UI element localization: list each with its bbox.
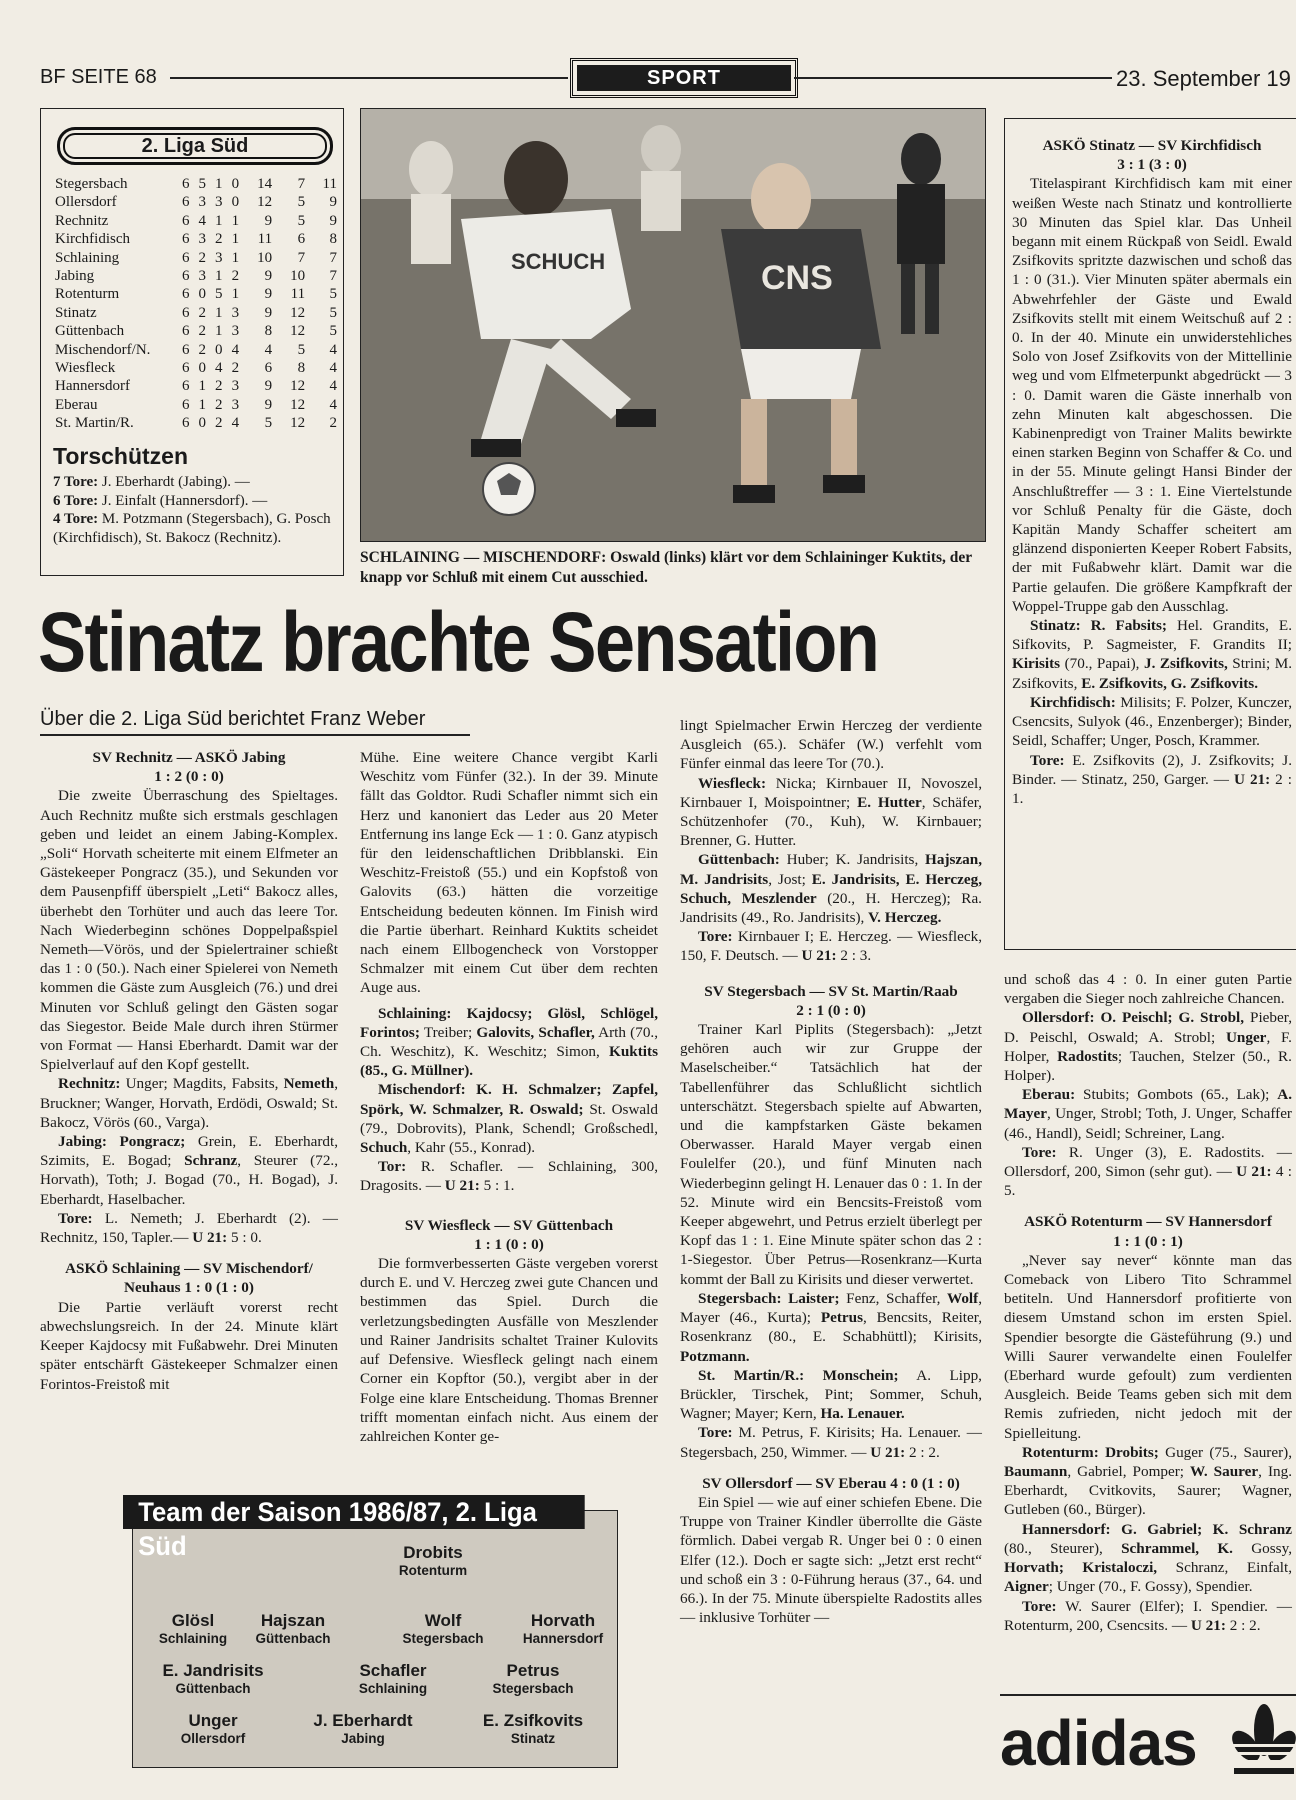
team-name-cell: Rotenturm <box>55 286 120 303</box>
stat-cell: 2 <box>215 378 223 395</box>
team-name-cell: Eberau <box>55 396 98 413</box>
team-player <box>503 1611 623 1647</box>
stat-cell: 6 <box>182 286 190 303</box>
article-paragraph: Die zweite Überraschung des Spieltages. Auch Rechnitz mußte sich erstmals geschlagen geben und leidet an einem Jabing-Komplex. „Soli“ Horvath scheiterte mit einem Elfmeter an Gästekeeper Pongracz (35.), und Sekunden vor dem Pausenpfiff überspielt „Leti“ Bakocz alles, überhebt den Torhüter und auch das leere Tor. Nach Wiederbeginn schönes Doppelpaßspiel Nemeth—Vörös, und der Spielertrainer schießt das 1 : 0 (50.). Nach einer Spielerei von Nemeth kommen die Gäste zum Ausgleich (76.) und drei Minuten vor Schluß gelingt den Gästen sogar das Siegestor. Beide Male durch ihren Stürmer von Format — Hansi Eberhardt. Damit war der Spielverlauf auf den Kopf gestellt. <box>40 787 338 1074</box>
player-club: Güttenbach <box>175 1681 251 1696</box>
stat-cell: 10 <box>257 249 273 266</box>
table-row <box>55 377 337 395</box>
stat-cell: 9 <box>329 194 337 211</box>
stat-cell: 11 <box>322 176 337 192</box>
lineup-paragraph: Jabing: Pongracz; Grein, E. Eberhardt, Szimits, E. Bogad; Schranz, Steurer (72., Horvath), Toth; J. Bogad (70., H. Bogad), J. Eberhardt, Haselbacher. <box>40 1133 339 1208</box>
stat-cell: 4 <box>231 341 240 358</box>
team-name-cell: Wiesfleck <box>55 360 116 377</box>
player-name: Horvath <box>530 1611 596 1630</box>
lineup-paragraph: Güttenbach: Huber; K. Jandrisits, Hajszan, M. Jandrisits, Jost; E. Jandrisits, E. Herczeg, Schuch, Meszlender (20., H. Herczeg); Ra. Jandrisits (49., Ro. Jandrisits), V. Herczeg. <box>680 851 982 927</box>
article-column-1 <box>40 748 338 1394</box>
stat-cell: 0 <box>215 341 223 358</box>
stat-cell: 1 <box>215 176 223 192</box>
stat-cell: 6 <box>182 360 190 377</box>
article-paragraph: Mühe. Eine weitere Chance vergibt Karli Weschitz vom Fünfer (32.). In der 39. Minute fällt das Goldtor. Rudi Schafler nimmt sich ein Herz und kanoniert das Leder aus 20 Meter Entfernung ins lange Eck — 1 : 0. Ganz atypisch für den leidenschaftlichen Dribblanski. Ein Weschitz-Freistoß (55.) und ein Kopfstoß von Galovits (63.) hätten die vorzeitige Entscheidung bedeuten können. Im Finish wird die Partie überhart. Reinhard Kuktits scheidet nach einem Ellbogencheck von Vorstopper Schmalzer mit einem Cut über dem rechten Auge aus. <box>360 749 658 997</box>
section-label: SPORT <box>577 65 791 91</box>
stat-cell: 12 <box>257 194 273 211</box>
article-column-4 <box>1004 970 1292 1635</box>
stat-cell: 9 <box>329 212 337 229</box>
stat-cell: 1 <box>231 231 240 248</box>
team-player <box>373 1543 493 1579</box>
article-paragraph: Die formverbesserten Gäste vergeben vorerst durch E. und V. Herczeg zwei gute Chancen und bestimmen das Spiel. Durch die verletzungsbedingten Ausfälle von Meszlender und Rainer Jandrisits schaltet Trainer Kulovits auf Defensive. Wiesfleck gelingt nach einem Corner ein Kopftor (50.), vergibt aber in der Folge eine klare Entscheidung. Thomas Brenner trifft momentan einfach nicht. Aus einem der zahlreichen Konter ge- <box>360 1255 658 1445</box>
trefoil-icon <box>1232 1700 1296 1776</box>
stat-cell: 4 <box>329 341 337 358</box>
stat-cell: 4 <box>329 396 337 413</box>
stat-cell: 0 <box>231 194 240 211</box>
stat-cell: 0 <box>198 286 207 303</box>
stat-cell: 12 <box>290 323 306 340</box>
table-row <box>55 414 337 432</box>
stat-cell: 1 <box>215 268 223 285</box>
league-table-box <box>40 108 344 576</box>
team-name-cell: Rechnitz <box>55 212 109 229</box>
adidas-logo <box>1000 1706 1197 1780</box>
team-name-cell: Hannersdorf <box>55 378 130 395</box>
article-paragraph: und schoß das 4 : 0. In einer guten Partie vergaben die Sieger noch zahlreiche Chancen. <box>1004 971 1292 1008</box>
stat-cell: 6 <box>182 194 190 211</box>
player-name: Glösl <box>171 1611 215 1630</box>
stat-cell: 12 <box>290 304 306 321</box>
team-player <box>473 1711 593 1747</box>
lineup-paragraph: Ollersdorf: O. Peischl; G. Strobl, Pieber, D. Peischl, Oswald; A. Strobl; Unger, F. Holper, Radostits; Tauchen, Stelzer (50., R. Holper). <box>1004 1009 1292 1085</box>
table-row <box>55 230 337 248</box>
lineup-paragraph: Rotenturm: Drobits; Guger (75., Saurer), Baumann, Gabriel, Pomper; W. Saurer, Ing. Eberhardt, Cvitkovits, Saurer; Wagner, Gutleben (60., Bürger). <box>1004 1443 1293 1519</box>
stat-cell: 5 <box>329 304 337 321</box>
stat-cell: 5 <box>297 341 306 358</box>
table-row <box>55 175 337 193</box>
stat-cell: 8 <box>264 323 273 340</box>
stat-cell: 9 <box>264 304 273 321</box>
lineup-paragraph: St. Martin/R.: Monschein; A. Lipp, Brückler, Tirschek, Pint; Sommer, Schuh, Wagner; Mayer; Kern, Ha. Lenauer. <box>680 1366 982 1423</box>
article-paragraph: „Never say never“ könnte man das Comeback von Libero Tito Schrammel betiteln. Und Hannersdorf profitierte von diesem Umstand schon im ersten Spiel. Spendier besorgte die Gästeführung (9.) und Willi Saurer verwandelte einen Foulelfer (Eberhard wurde gefoult) zum verdienten Ausgleich. Beide Teams geben sich mit dem Remis zufrieden, nicht jedoch mit der Spielleitung. <box>1004 1251 1292 1442</box>
stat-cell: 11 <box>257 231 273 248</box>
stat-cell: 1 <box>198 378 207 395</box>
stat-cell: 14 <box>257 176 273 192</box>
photo-shirt-text: SCHUCH <box>511 249 606 274</box>
stat-cell: 2 <box>329 415 337 432</box>
stat-cell: 3 <box>231 304 240 321</box>
player-club: Stegersbach <box>402 1631 484 1646</box>
player-club: Rotenturm <box>398 1563 468 1578</box>
article-paragraph: Die Partie verläuft vorerst recht abwechslungsreich. In der 24. Minute klärt Keeper Kajdocsy mit Fußabwehr. Drei Minuten später entschärft Gästekeeper Schmalzer einen Forintos-Freistoß mit <box>40 1298 338 1393</box>
stat-cell: 9 <box>264 286 273 303</box>
player-name: Schafler <box>359 1661 427 1680</box>
goals-paragraph: Tor: R. Schafler. — Schlaining, 300, Dragosits. — U 21: 5 : 1. <box>360 1158 658 1195</box>
table-row <box>55 396 337 414</box>
stat-cell: 6 <box>182 176 190 192</box>
match-score: 2 : 1 (0 : 0) <box>796 1001 866 1019</box>
stat-cell: 1 <box>215 323 223 340</box>
table-row <box>55 212 337 230</box>
header-rule-left <box>170 77 568 79</box>
player-name: Unger <box>188 1711 238 1730</box>
match-score: 1 : 1 (0 : 1) <box>1113 1232 1183 1250</box>
adidas-wordmark: adidas <box>1000 1707 1197 1779</box>
table-row <box>55 267 337 285</box>
stat-cell: 2 <box>215 415 223 432</box>
stat-cell: 5 <box>329 286 337 303</box>
team-player <box>153 1711 273 1747</box>
stat-cell: 6 <box>182 378 190 395</box>
match-heading: SV Rechnitz — ASKÖ Jabing <box>92 749 286 766</box>
player-name: Wolf <box>424 1611 462 1630</box>
stat-cell: 4 <box>264 341 273 358</box>
issue-date: 23. September 19 <box>1116 66 1291 91</box>
team-of-season-title: Team der Saison 1986/87, 2. Liga Süd <box>123 1495 585 1529</box>
match-score: 1 : 1 (0 : 0) <box>474 1235 544 1253</box>
match-score: Neuhaus 1 : 0 (1 : 0) <box>124 1279 254 1297</box>
stat-cell: 12 <box>290 396 306 413</box>
stat-cell: 4 <box>198 212 207 229</box>
stat-cell: 0 <box>231 176 240 192</box>
stat-cell: 4 <box>215 360 223 377</box>
match-heading: ASKÖ Schlaining — SV Mischendorf/ <box>65 1260 313 1278</box>
team-name-cell: Stegersbach <box>55 176 128 192</box>
article-column-4-box <box>1012 136 1292 808</box>
goals-paragraph: Tore: Kirnbauer I; E. Herczeg. — Wiesfleck, 150, F. Deutsch. — U 21: 2 : 3. <box>680 928 982 965</box>
league-table <box>55 175 337 433</box>
table-row <box>55 249 337 267</box>
player-name: Petrus <box>506 1661 560 1680</box>
stat-cell: 12 <box>290 378 306 395</box>
table-row <box>55 304 337 322</box>
headline: Stinatz brachte Sensation <box>38 595 879 689</box>
goals-paragraph: Tore: R. Unger (3), E. Radostits. — Ollersdorf, 200, Simon (sehr gut). — U 21: 4 : 5. <box>1004 1143 1292 1200</box>
stat-cell: 3 <box>215 249 223 266</box>
stat-cell: 6 <box>182 304 190 321</box>
stat-cell: 5 <box>198 176 207 192</box>
stat-cell: 1 <box>231 212 240 229</box>
stat-cell: 2 <box>215 231 223 248</box>
stat-cell: 12 <box>290 415 306 432</box>
match-heading: SV Stegersbach — SV St. Martin/Raab <box>704 982 958 1000</box>
byline: Über die 2. Liga Süd berichtet Franz Weber <box>40 708 426 730</box>
player-club: Hannersdorf <box>522 1631 604 1646</box>
stat-cell: 1 <box>215 212 223 229</box>
lineup-paragraph: Stinatz: R. Fabsits; Hel. Grandits, E. Sifkovits, P. Sagmeister, F. Grandits II; Kirisits (70., Papai), J. Zsifkovits, Strini; M. Zsifkovits, E. Zsifkovits, G. Zsifkovits. <box>1012 617 1293 692</box>
stat-cell: 3 <box>231 323 240 340</box>
stat-cell: 5 <box>297 194 306 211</box>
photo-caption: SCHLAINING — MISCHENDORF: Oswald (links) klärt vor dem Schlaininger Kuktits, der knapp vor Schluß mit einem Cut ausschied. <box>360 549 972 586</box>
photo-shirt-text-2: CNS <box>761 259 833 297</box>
table-row <box>55 359 337 377</box>
stat-cell: 6 <box>182 231 190 248</box>
stat-cell: 6 <box>297 231 306 248</box>
stat-cell: 6 <box>182 212 190 229</box>
player-name: Drobits <box>403 1543 463 1562</box>
table-row <box>55 193 337 211</box>
stat-cell: 7 <box>329 268 337 285</box>
team-name-cell: Güttenbach <box>55 323 125 340</box>
stat-cell: 6 <box>182 341 190 358</box>
match-score: 1 : 2 (0 : 0) <box>154 768 224 786</box>
team-name-cell: Kirchfidisch <box>55 231 130 248</box>
stat-cell: 1 <box>231 286 240 303</box>
stat-cell: 3 <box>198 268 207 285</box>
stat-cell: 5 <box>297 212 306 229</box>
stat-cell: 4 <box>329 360 337 377</box>
article-column-2 <box>360 748 658 1446</box>
match-heading: SV Wiesfleck — SV Güttenbach <box>404 1216 614 1234</box>
match-heading: SV Ollersdorf — SV Eberau 4 : 0 (1 : 0) <box>702 1474 960 1492</box>
player-club: Schlaining <box>358 1681 428 1696</box>
lineup-paragraph: Eberau: Stubits; Gombots (65., Lak); A. Mayer, Unger, Strobl; Toth, J. Unger, Schaffer (46., Handl), Seidl; Schreiner, Lang. <box>1004 1086 1292 1142</box>
stat-cell: 2 <box>198 304 207 321</box>
table-row <box>55 285 337 303</box>
stat-cell: 3 <box>231 378 240 395</box>
team-player <box>233 1611 353 1647</box>
stat-cell: 0 <box>198 360 207 377</box>
stat-cell: 5 <box>329 323 337 340</box>
stat-cell: 9 <box>264 268 273 285</box>
section-label-box <box>570 58 798 98</box>
lineup-paragraph: Wiesfleck: Nicka; Kirnbauer II, Novoszel, Kirnbauer I, Moispointner; E. Hutter, Schäfer, Schützenhofer (70., Kuh), W. Kirnbauer; Brenner, G. Hutter. <box>680 774 982 850</box>
match-heading: ASKÖ Stinatz — SV Kirchfidisch <box>1042 137 1262 154</box>
stat-cell: 8 <box>297 360 306 377</box>
stat-cell: 2 <box>198 341 207 358</box>
stat-cell: 3 <box>231 396 240 413</box>
team-player <box>153 1661 273 1697</box>
page-number: BF SEITE 68 <box>40 66 157 88</box>
player-name: J. Eberhardt <box>313 1711 413 1730</box>
stat-cell: 4 <box>231 415 240 432</box>
goals-paragraph: Tore: L. Nemeth; J. Eberhardt (2). — Rechnitz, 150, Tapler.— U 21: 5 : 0. <box>40 1209 338 1247</box>
lineup-paragraph: Schlaining: Kajdocsy; Glösl, Schlögel, Forintos; Treiber; Galovits, Schafler, Arth (70., Ch. Weschitz), K. Weschitz; Simon, Kuktits (85., G. Müllner). <box>360 1004 659 1080</box>
scorers-title: Torschützen <box>53 443 189 469</box>
stat-cell: 9 <box>264 212 273 229</box>
player-club: Stegersbach <box>492 1681 574 1696</box>
stat-cell: 1 <box>215 304 223 321</box>
table-row <box>55 341 337 359</box>
team-name-cell: Stinatz <box>55 304 97 321</box>
stat-cell: 1 <box>231 249 240 266</box>
stat-cell: 3 <box>198 194 207 211</box>
match-photo <box>360 108 986 542</box>
stat-cell: 6 <box>182 396 190 413</box>
stat-cell: 9 <box>264 378 273 395</box>
team-player <box>383 1611 503 1647</box>
match-score: 3 : 1 (3 : 0) <box>1117 156 1187 174</box>
stat-cell: 6 <box>264 360 273 377</box>
lineup-paragraph: Mischendorf: K. H. Schmalzer; Zapfel, Spörk, W. Schmalzer, R. Oswald; St. Oswald (79., Dobrovits), Plank, Schendl; Großschedl, Schuch, Kahr (55., Konrad). <box>360 1081 658 1157</box>
match-photo-illustration <box>361 109 985 541</box>
stat-cell: 3 <box>198 231 207 248</box>
stat-cell: 10 <box>290 268 306 285</box>
player-name: E. Jandrisits <box>162 1661 264 1680</box>
stat-cell: 5 <box>264 415 273 432</box>
article-paragraph: Ein Spiel — wie auf einer schiefen Ebene. Die Truppe von Trainer Kindler überrollte die Gäste förmlich. Dabei vergab R. Unger bei 0 : 0 einen Elfer (12.). Doch er sagte sich: „Jetzt erst recht“ und schoß ein 3 : 0-Führung heraus (37., 64. und 66.). In der 75. Minute überspielte Radostits alles — inklusive Torhüter — <box>680 1493 982 1627</box>
player-club: Stinatz <box>510 1731 556 1746</box>
goals-paragraph: Tore: W. Saurer (Elfer); I. Spendier. — Rotenturm, 200, Csencsits. — U 21: 2 : 2. <box>1004 1597 1292 1634</box>
stat-cell: 9 <box>264 396 273 413</box>
team-player <box>473 1661 593 1697</box>
goals-paragraph: Tore: M. Petrus, F. Kirisits; Ha. Lenauer. — Stegersbach, 250, Wimmer. — U 21: 2 : 2. <box>680 1424 982 1461</box>
stat-cell: 2 <box>231 268 240 285</box>
lineup-paragraph: Hannersdorf: G. Gabriel; K. Schranz (80., Steurer), Schrammel, K. Gossy, Horvath; Kristaloczi, Schranz, Einfalt, Aigner; Unger (70., F. Gossy), Spendier. <box>1004 1520 1293 1596</box>
team-name-cell: Ollersdorf <box>55 194 117 211</box>
stat-cell: 6 <box>182 323 190 340</box>
article-column-3 <box>680 716 982 1627</box>
stat-cell: 6 <box>182 415 190 432</box>
article-paragraph: lingt Spielmacher Erwin Herczeg der verdiente Ausgleich (65.). Schäfer (W.) verfehlt vom Fünfer einmal das leere Tor (70.). <box>680 717 982 773</box>
stat-cell: 1 <box>198 396 207 413</box>
stat-cell: 4 <box>329 378 337 395</box>
lineup-paragraph: Stegersbach: Laister; Fenz, Schaffer, Wolf, Mayer (46., Kurta); Petrus, Bencsits, Reiter, Rosenkranz (80., E. Schabhüttl); Kirisits, Potzmann. <box>680 1289 983 1365</box>
stat-cell: 6 <box>182 249 190 266</box>
stat-cell: 3 <box>215 194 223 211</box>
lineup-paragraph: Rechnitz: Unger; Magdits, Fabsits, Nemeth, Bruckner; Wanger, Horvath, Erdödi, Oswald; St. Bakocz, Vörös (60., Varga). <box>40 1075 338 1131</box>
article-paragraph: Trainer Karl Piplits (Stegersbach): „Jetzt gehören auch wir zur Gruppe der Maselscheiber.“ Tatsächlich hat der Tabellenführer das Schlußlicht sichtlich unterschätzt. Stegersbach spielte auf Abwarten, und die kampfstarken Gäste bekamen Oberwasser. Harald Mayer vergab einen Foulelfer (20.), und fünf Minuten nach Wiederbeginn gelingt H. Lenauer das 0 : 1. In der 52. Minute wird ein Bencsits-Freistoß vom Keeper abgewehrt, und Petrus erzielt überlegt per Kopf das 1 : 1. Eine Minute später schon das 2 : 1-Siegestor. Über Petrus—Rosenkranz—Kurta kommt der Ball zu Kirisits und dieser verwertet. <box>680 1021 982 1288</box>
byline-rule <box>40 734 470 736</box>
team-player <box>303 1711 423 1747</box>
team-player <box>333 1661 453 1697</box>
team-name-cell: St. Martin/R. <box>55 415 134 432</box>
stat-cell: 2 <box>215 396 223 413</box>
player-club: Güttenbach <box>255 1631 331 1646</box>
player-name: E. Zsifkovits <box>482 1711 584 1730</box>
stat-cell: 2 <box>231 360 240 377</box>
stat-cell: 2 <box>198 249 207 266</box>
player-name: Hajszan <box>260 1611 326 1630</box>
goals-paragraph: Tore: E. Zsifkovits (2), J. Zsifkovits; J. Binder. — Stinatz, 250, Garger. — U 21: 2 : 1. <box>1012 751 1292 807</box>
stat-cell: 7 <box>297 249 306 266</box>
player-club: Schlaining <box>158 1631 228 1646</box>
team-name-cell: Mischendorf/N. <box>55 341 151 358</box>
header-rule-right <box>794 77 1112 79</box>
stat-cell: 5 <box>215 286 223 303</box>
team-name-cell: Jabing <box>55 268 95 285</box>
ad-rule <box>1000 1694 1296 1696</box>
lineup-paragraph: Kirchfidisch: Milisits; F. Polzer, Kunczer, Csencsits, Sulyok (46., Enzenberger); Binder, Seidl, Schaffer; Unger, Posch, Krammer. <box>1012 693 1292 750</box>
stat-cell: 8 <box>329 231 337 248</box>
scorers-text: 7 Tore: J. Eberhardt (Jabing). — 6 Tore: J. Einfalt (Hannersdorf). — 4 Tore: M. Potzmann (Stegersbach), G. Posch (Kirchfidisch), St. Bakocz (Rechnitz). <box>53 474 331 546</box>
team-name-cell: Schlaining <box>55 249 120 266</box>
match-heading: ASKÖ Rotenturm — SV Hannersdorf <box>1024 1213 1272 1231</box>
stat-cell: 6 <box>182 268 190 285</box>
table-row <box>55 322 337 340</box>
stat-cell: 7 <box>297 176 306 192</box>
stat-cell: 2 <box>198 323 207 340</box>
stat-cell: 7 <box>329 249 337 266</box>
player-club: Jabing <box>341 1731 385 1746</box>
player-club: Ollersdorf <box>180 1731 246 1746</box>
article-paragraph: Titelaspirant Kirchfidisch kam mit einer weißen Weste nach Stinatz und kontrollierte 30 Minuten das Spiel klar. Das Unheil begann mit einem Rückpaß von Seidl. Ewald Zsifkovits spritzte dazwischen und schoß das 1 : 0 (31.). Vier Minuten später abermals ein Abwehrfehler der Gäste und Ewald Zsifkovits stellt mit einem Weitschuß auf 2 : 0. In der 40. Minute ein unwiderstehliches Solo von Josef Zsifkovits von der Mittellinie weg und vom Elfmeterpunkt abgedrückt — 3 : 0. Damit waren die Gäste innerhalb von zehn Minuten kalt abgeschossen. Die Kabinenpredigt von Trainer Malits bewirkte einen starken Beginn von Schaffer & Co. und in der 55. Minute gelingt Hansi Binder der Anschlußtreffer — 3 : 1. Eine Viertelstunde vor Schluß Penalty für die Gäste, doch Kapitän Mandy Schaffer scheitert am glänzend disponierten Keeper Robert Fabsits, der mit Fußabwehr klärt. Damit war die Partie gelaufen. Die größere Kampfkraft der Woppel-Truppe gab den Ausschlag. <box>1012 175 1292 615</box>
team-of-season-box <box>132 1497 618 1768</box>
stat-cell: 0 <box>198 415 207 432</box>
league-table-title: 2. Liga Süd <box>57 127 333 165</box>
stat-cell: 11 <box>290 286 306 303</box>
